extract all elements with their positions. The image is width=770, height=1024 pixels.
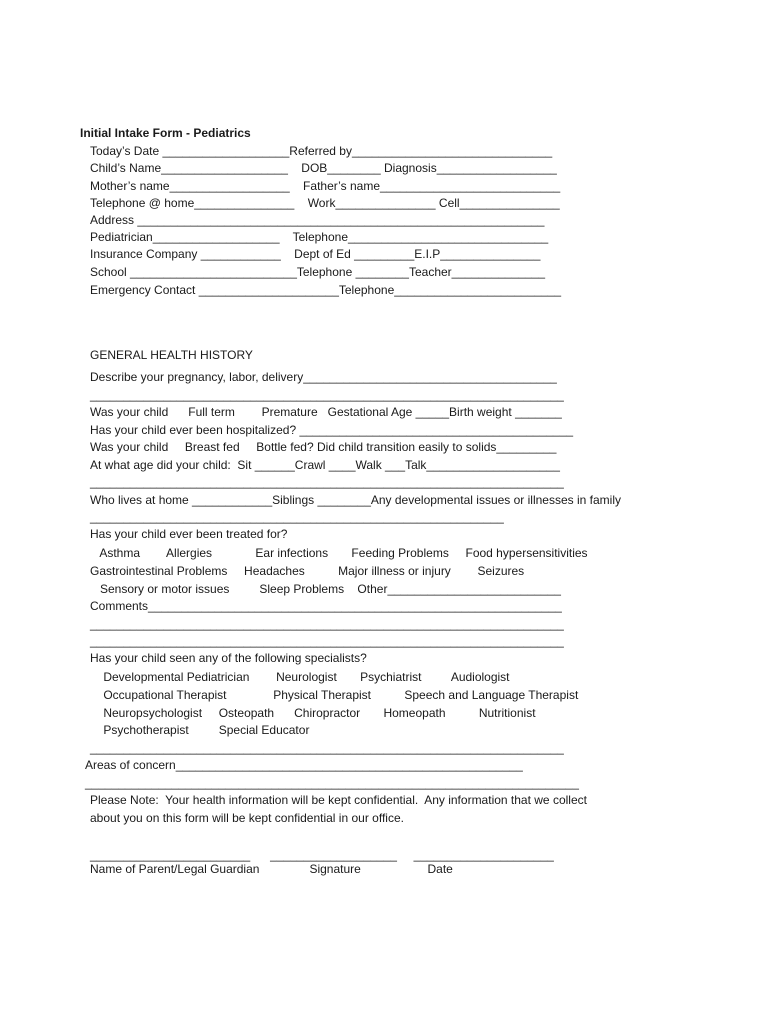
blank-line[interactable]: __________________________________________________________________________ (85, 776, 579, 790)
blank-line[interactable]: _______________________________________________________________________ (90, 634, 564, 648)
field-telephone-work-cell[interactable]: Telephone @ home_______________ Work_______________ Cell_______________ (90, 196, 560, 210)
field-emergency-contact[interactable]: Emergency Contact _____________________Telephone_________________________ (90, 283, 562, 297)
field-insurance-dept-ed-eip[interactable]: Insurance Company ____________ Dept of Ed _________E.I.P_______________ (90, 247, 541, 261)
confidentiality-note-cont: about you on this form will be kept confidential in our office. (90, 811, 404, 825)
options-treated-row-2[interactable]: Gastrointestinal Problems Headaches Major illness or injury Seizures (90, 564, 525, 578)
field-address[interactable]: Address _____________________________________________________________ (90, 213, 545, 227)
field-pediatrician-telephone[interactable]: Pediatrician___________________ Telephone______________________________ (90, 230, 549, 244)
field-areas-of-concern[interactable]: Areas of concern____________________________________________________ (85, 758, 523, 772)
options-specialists-row-1[interactable]: Developmental Pediatrician Neurologist Psychiatrist Audiologist (90, 670, 510, 684)
question-treated-for: Has your child ever been treated for? (90, 527, 288, 541)
options-treated-row-3[interactable]: Sensory or motor issues Sleep Problems Other__________________________ (90, 582, 561, 596)
form-title: Initial Intake Form - Pediatrics (80, 126, 251, 140)
field-household-siblings[interactable]: Who lives at home ____________Siblings ________Any developmental issues or illnesses in family (90, 493, 621, 507)
signature-blanks[interactable]: ________________________ ___________________ _____________________ (90, 848, 554, 862)
field-mother-father-name[interactable]: Mother’s name__________________ Father’s name___________________________ (90, 179, 561, 193)
blank-line[interactable]: _______________________________________________________________________ (90, 388, 564, 402)
blank-line[interactable]: _______________________________________________________________________ (90, 617, 564, 631)
field-comments[interactable]: Comments______________________________________________________________ (90, 599, 562, 613)
confidentiality-note: Please Note: Your health information will be kept confidential. Any information that we collect (90, 793, 587, 807)
field-term-gestation-birth-weight[interactable]: Was your child Full term Premature Gestational Age _____Birth weight _______ (90, 405, 562, 419)
field-child-name-dob-diagnosis[interactable]: Child’s Name___________________ DOB________ Diagnosis__________________ (90, 161, 557, 175)
field-milestones[interactable]: At what age did your child: Sit ______Crawl ____Walk ___Talk____________________ (90, 458, 560, 472)
blank-line[interactable]: _______________________________________________________________________ (90, 741, 564, 755)
options-specialists-row-4[interactable]: Psychotherapist Special Educator (90, 723, 310, 737)
field-pregnancy-labor-delivery[interactable]: Describe your pregnancy, labor, delivery______________________________________ (90, 370, 557, 384)
options-specialists-row-3[interactable]: Neuropsychologist Osteopath Chiropractor Homeopath Nutritionist (90, 706, 536, 720)
options-treated-row-1[interactable]: Asthma Allergies Ear infections Feeding Problems Food hypersensitivities (90, 546, 588, 560)
field-todays-date-referred-by[interactable]: Today’s Date ___________________Referred by______________________________ (90, 144, 553, 158)
section-heading-general-health: GENERAL HEALTH HISTORY (90, 348, 253, 362)
blank-line[interactable]: _______________________________________________________________________ (90, 475, 564, 489)
field-school-telephone-teacher[interactable]: School _________________________Telephone ________Teacher______________ (90, 265, 546, 279)
options-specialists-row-2[interactable]: Occupational Therapist Physical Therapist Speech and Language Therapist (90, 688, 579, 702)
blank-line[interactable]: ______________________________________________________________ (90, 510, 504, 524)
field-hospitalized[interactable]: Has your child ever been hospitalized? _________________________________________ (90, 423, 574, 437)
field-feeding-solids[interactable]: Was your child Breast fed Bottle fed? Did child transition easily to solids_________ (90, 440, 557, 454)
signature-labels: Name of Parent/Legal Guardian Signature Date (90, 862, 453, 876)
question-specialists: Has your child seen any of the following specialists? (90, 651, 367, 665)
